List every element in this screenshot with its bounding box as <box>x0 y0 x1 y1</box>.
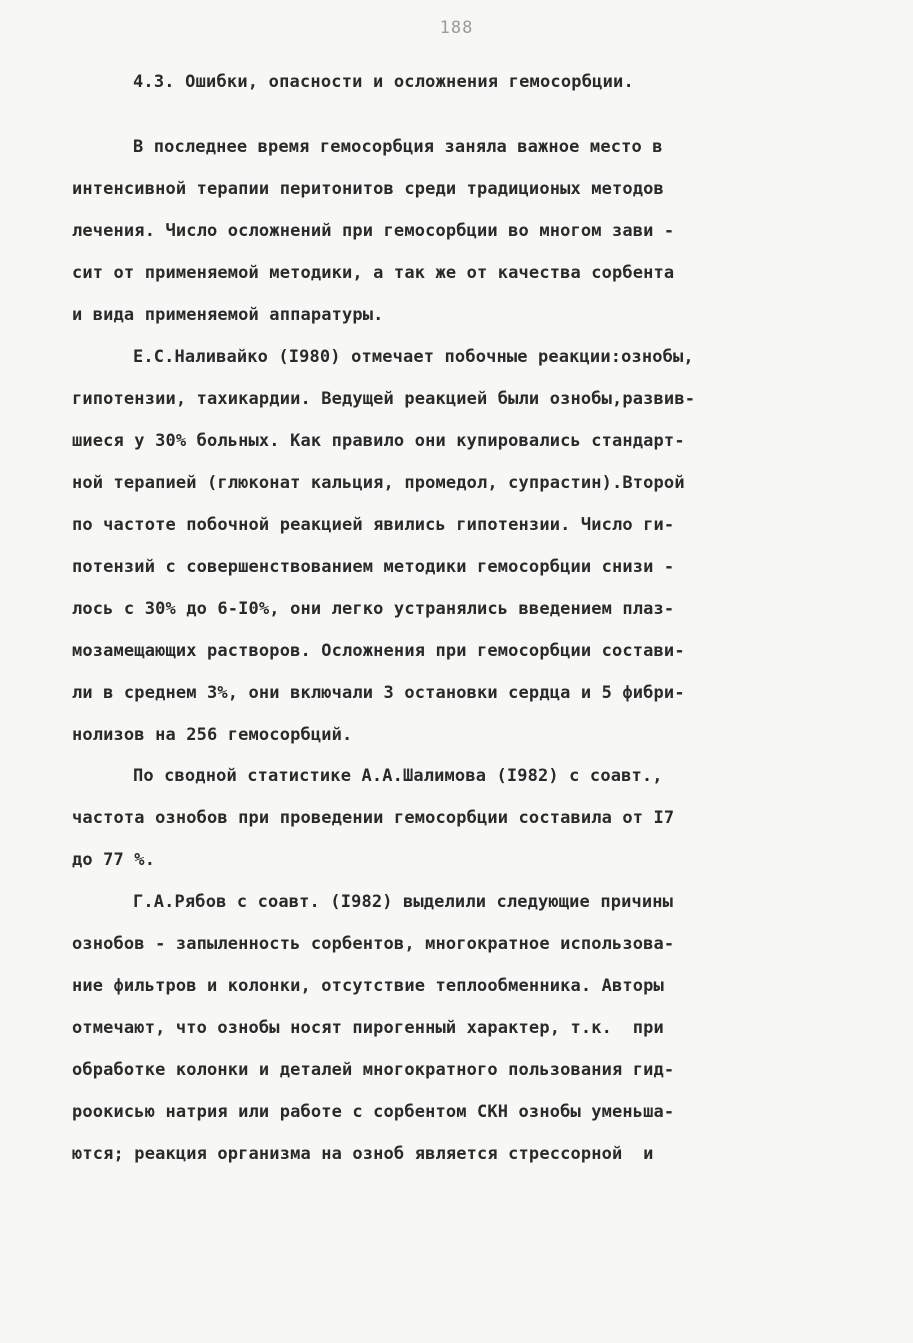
text-line: лечения. Число осложнений при гемосорбции во многом зави - <box>72 221 675 241</box>
paragraph <box>72 755 852 881</box>
text-line: Е.С.Наливайко (I980) отмечает побочные реакции:ознобы, <box>133 347 694 367</box>
text-line: сит от применяемой методики, а так же от качества сорбента <box>72 263 675 283</box>
text-line: отмечают, что ознобы носят пирогенный характер, т.к. при <box>72 1018 664 1038</box>
text-line: до 77 %. <box>72 850 156 870</box>
page-number: 188 <box>439 18 474 38</box>
paragraph <box>72 126 852 336</box>
text-line: роокисью натрия или работе с сорбентом СКН ознобы уменьша- <box>72 1102 675 1122</box>
text-line: ли в среднем 3%, они включали 3 остановки сердца и 5 фибри- <box>72 683 685 703</box>
paragraph <box>72 336 852 756</box>
text-line: потензий с совершенствованием методики гемосорбции снизи - <box>72 557 675 577</box>
text-line: мозамещающих растворов. Осложнения при гемосорбции состави- <box>72 641 685 661</box>
text-line: ются; реакция организма на озноб является стрессорной и <box>72 1144 654 1164</box>
text-line: интенсивной терапии перитонитов среди традиционых методов <box>72 179 664 199</box>
text-line: шиеся у 30% больных. Как правило они купировались стандарт- <box>72 431 685 451</box>
text-line: Г.А.Рябов с соавт. (I982) выделили следующие причины <box>133 892 674 912</box>
text-line: частота ознобов при проведении гемосорбции составила от I7 <box>72 808 675 828</box>
text-line: по частоте побочной реакцией явились гипотензии. Число ги- <box>72 515 675 535</box>
text-line: По сводной статистике А.А.Шалимова (I982) с соавт., <box>133 766 663 786</box>
text-line: обработке колонки и деталей многократного пользования гид- <box>72 1060 675 1080</box>
section-heading: 4.3. Ошибки, опасности и осложнения гемосорбции. <box>133 72 634 92</box>
text-line: В последнее время гемосорбция заняла важное место в <box>133 137 663 157</box>
paragraph <box>72 881 852 1175</box>
text-line: лось с 30% до 6-I0%, они легко устранялись введением плаз- <box>72 599 675 619</box>
text-line: и вида применяемой аппаратуры. <box>72 305 384 325</box>
text-line: ознобов - запыленность сорбентов, многократное использова- <box>72 934 675 954</box>
text-line: ние фильтров и колонки, отсутствие теплообменника. Авторы <box>72 976 664 996</box>
text-line: ной терапией (глюконат кальция, промедол, супрастин).Второй <box>72 473 685 493</box>
text-line: гипотензии, тахикардии. Ведущей реакцией были ознобы,развив- <box>72 389 696 409</box>
text-line: нолизов на 256 гемосорбций. <box>72 725 353 745</box>
